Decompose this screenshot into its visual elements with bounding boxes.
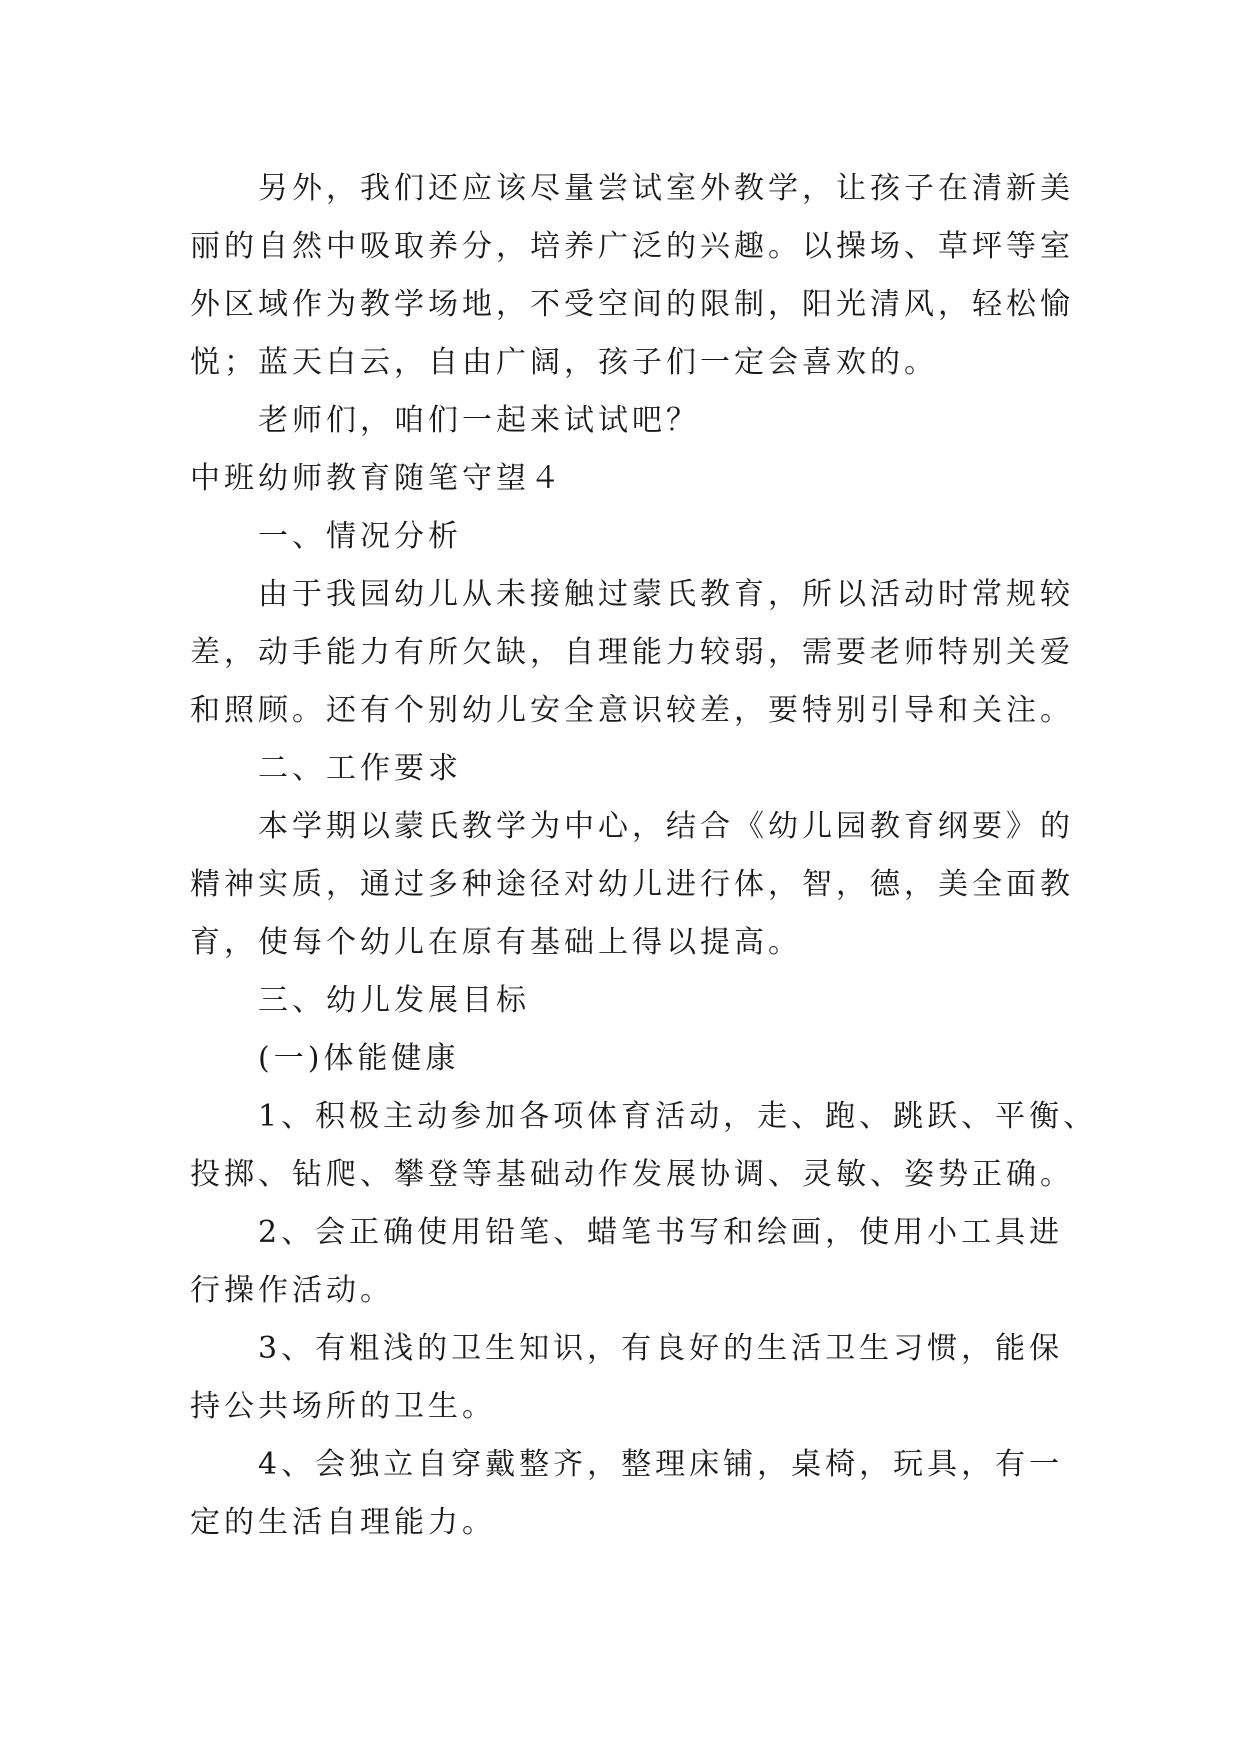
paragraph-line: 和照顾。还有个别幼儿安全意识较差，要特别引导和关注。 — [190, 693, 1074, 728]
paragraph-line: 精神实质，通过多种途径对幼儿进行体，智，德，美全面教 — [190, 867, 1074, 902]
paragraph-line: 由于我园幼儿从未接触过蒙氏教育，所以活动时常规较 — [258, 577, 1074, 612]
paragraph-line: 另外，我们还应该尽量尝试室外教学，让孩子在清新美 — [258, 171, 1074, 206]
list-item-line: 持公共场所的卫生。 — [190, 1389, 496, 1424]
list-item-line: 行操作活动。 — [190, 1273, 394, 1308]
paragraph-line: 本学期以蒙氏教学为中心，结合《幼儿园教育纲要》的 — [258, 809, 1074, 844]
section-title: 中班幼师教育随笔守望４ — [190, 461, 564, 496]
list-item-line: 投掷、钻爬、攀登等基础动作发展协调、灵敏、姿势正确。 — [190, 1157, 1074, 1192]
heading-line: 一、情况分析 — [258, 519, 462, 554]
paragraph-line: 悦；蓝天白云，自由广阔，孩子们一定会喜欢的。 — [190, 345, 938, 380]
heading-line: 三、幼儿发展目标 — [258, 983, 530, 1018]
paragraph-line: 外区域作为教学场地，不受空间的限制，阳光清风，轻松愉 — [190, 287, 1074, 322]
list-item-line: 1、积极主动参加各项体育活动，走、跑、跳跃、平衡、 — [258, 1099, 1098, 1134]
document-page — [190, 160, 1098, 1552]
list-item-line: 2、会正确使用铅笔、蜡笔书写和绘画，使用小工具进 — [258, 1215, 1064, 1250]
heading-line: 二、工作要求 — [258, 751, 462, 786]
paragraph-line: 差，动手能力有所欠缺，自理能力较弱，需要老师特别关爱 — [190, 635, 1074, 670]
list-item-line: 3、有粗浅的卫生知识，有良好的生活卫生习惯，能保 — [258, 1331, 1064, 1366]
list-item-line: 定的生活自理能力。 — [190, 1505, 496, 1540]
subheading-line: (一)体能健康 — [258, 1041, 460, 1076]
paragraph-line: 育，使每个幼儿在原有基础上得以提高。 — [190, 925, 802, 960]
paragraph-line: 丽的自然中吸取养分，培养广泛的兴趣。以操场、草坪等室 — [190, 229, 1074, 264]
paragraph-line: 老师们，咱们一起来试试吧？ — [258, 403, 700, 438]
list-item-line: 4、会独立自穿戴整齐，整理床铺，桌椅，玩具，有一 — [258, 1447, 1064, 1482]
